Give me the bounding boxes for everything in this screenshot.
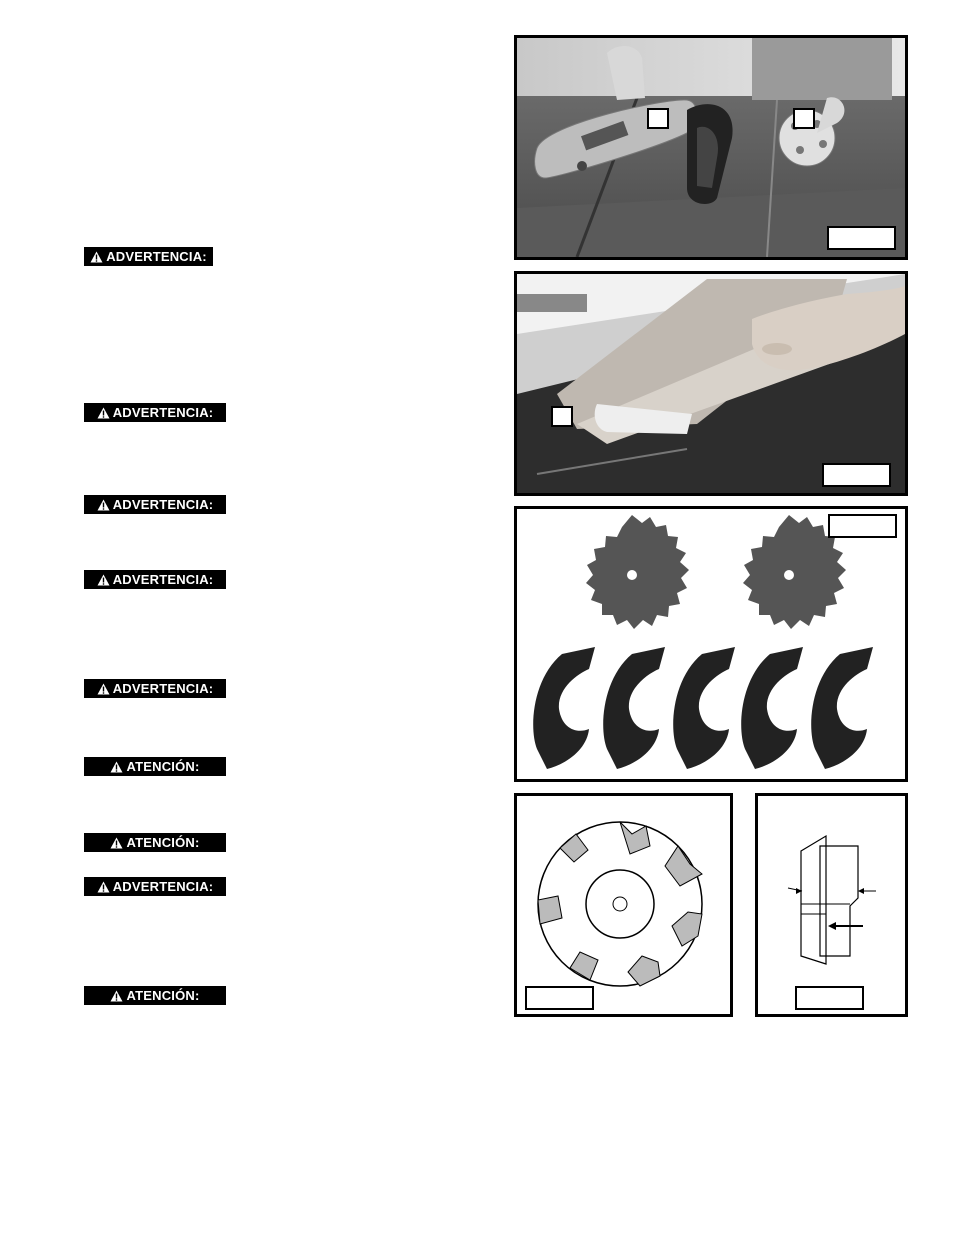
warning-triangle-icon: [97, 683, 110, 695]
caution-label: ATENCIÓN:: [126, 835, 200, 850]
warning-badge-2: [84, 403, 226, 422]
warning-label: ADVERTENCIA:: [112, 405, 214, 420]
figure-dado-head-drawing: [514, 793, 733, 1017]
warning-triangle-icon: [97, 499, 110, 511]
warning-badge-1: [84, 247, 213, 266]
table-insert-photo: [517, 38, 905, 257]
warning-label: ADVERTENCIA:: [112, 681, 214, 696]
warning-triangle-icon: [110, 990, 123, 1002]
dado-blades-illustration: [517, 509, 905, 779]
warning-triangle-icon: [110, 761, 123, 773]
caution-badge-3: [84, 986, 226, 1005]
warning-badge-3: [84, 495, 226, 514]
warning-label: ADVERTENCIA:: [112, 879, 214, 894]
caution-badge-1: [84, 757, 226, 776]
callout-a: [647, 108, 669, 129]
warning-triangle-icon: [90, 251, 103, 263]
warning-label: ADVERTENCIA:: [106, 249, 207, 264]
caution-badge-2: [84, 833, 226, 852]
caution-label: ATENCIÓN:: [126, 759, 200, 774]
figure-dado-blades: [514, 506, 908, 782]
warning-badge-6: [84, 877, 226, 896]
warning-label: ADVERTENCIA:: [112, 572, 214, 587]
warning-triangle-icon: [97, 881, 110, 893]
warning-badge-5: [84, 679, 226, 698]
figure-label: [827, 226, 896, 250]
figure-table-insert-photo: [514, 35, 908, 260]
warning-badge-4: [84, 570, 226, 589]
caution-label: ATENCIÓN:: [126, 988, 200, 1003]
dado-head-illustration: [517, 796, 730, 1014]
board-fence-photo: [517, 274, 905, 493]
figure-label: [822, 463, 891, 487]
callout-c: [551, 406, 573, 427]
figure-board-fence-photo: [514, 271, 908, 496]
warning-triangle-icon: [110, 837, 123, 849]
warning-label: ADVERTENCIA:: [112, 497, 214, 512]
warning-triangle-icon: [97, 574, 110, 586]
warning-triangle-icon: [97, 407, 110, 419]
callout-b: [793, 108, 815, 129]
figure-label: [828, 514, 897, 538]
cut-profile-diagram: [758, 796, 905, 1014]
figure-cut-profile: [755, 793, 908, 1017]
figure-label: [525, 986, 594, 1010]
figure-label: [795, 986, 864, 1010]
